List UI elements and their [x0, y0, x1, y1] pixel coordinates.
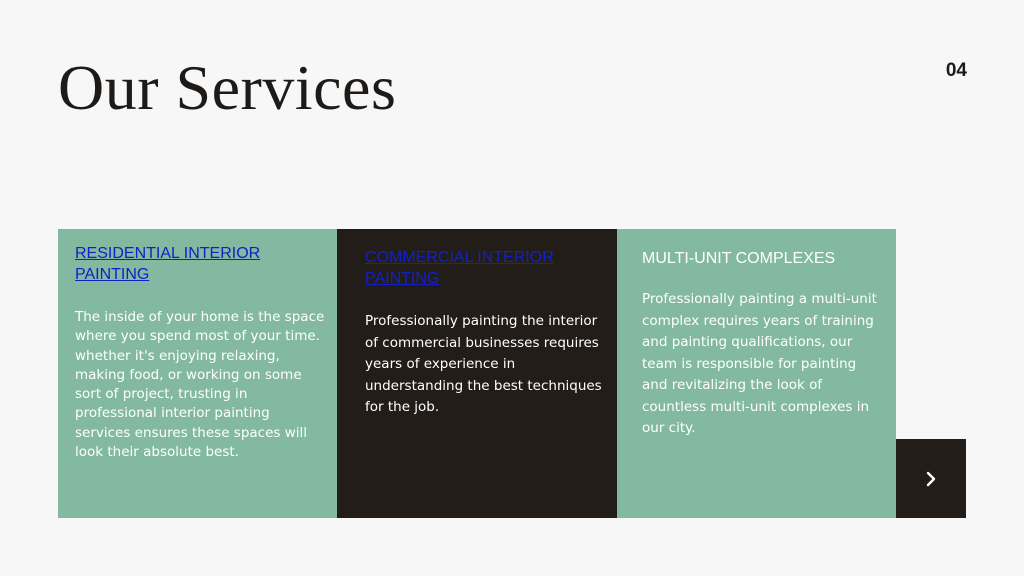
- services-cards: [58, 229, 896, 518]
- service-title-commercial: [365, 247, 605, 289]
- chevron-right-icon: [923, 471, 939, 487]
- service-card-multi-unit: [617, 229, 896, 518]
- commercial-link[interactable]: COMMERCIAL INTERIOR PAINTING: [365, 249, 554, 287]
- service-description-residential: The inside of your home is the space where you spend most of your time. whether it's enjoying relaxing, making food, or working on some sort of project, trusting in professional interior painting services ensures these spaces will look their absolute best.: [75, 309, 325, 461]
- residential-link[interactable]: RESIDENTIAL INTERIOR PAINTING: [75, 245, 261, 283]
- service-title-residential: [75, 243, 315, 285]
- next-slide-button[interactable]: [896, 439, 966, 518]
- service-description-commercial: Professionally painting the interior of commercial businesses requires years of experience in understanding the best techniques for the job.: [365, 313, 602, 415]
- multi-unit-title-text: MULTI-UNIT COMPLEXES: [642, 250, 836, 267]
- service-title-multi-unit: [642, 248, 882, 269]
- page-number: 04: [945, 60, 967, 81]
- page-title: Our Services: [58, 52, 397, 123]
- service-card-residential: [58, 229, 337, 518]
- service-card-commercial: [337, 229, 617, 518]
- service-description-multi-unit: Professionally painting a multi-unit complex requires years of training and painting qualifications, our team is responsible for painting and revitalizing the look of countless multi-unit complexes in our city.: [642, 291, 877, 436]
